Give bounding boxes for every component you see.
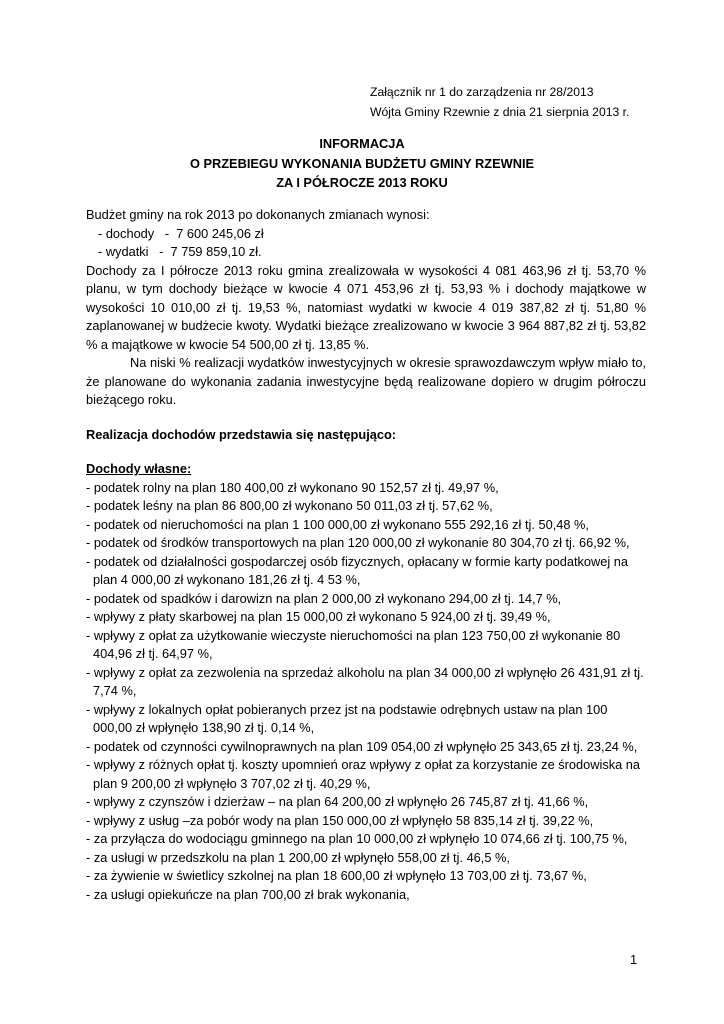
document-body bbox=[86, 206, 646, 904]
budget-income: - dochody - 7 600 245,06 zł bbox=[98, 225, 264, 241]
section-heading: Realizacja dochodów przedstawia się następująco: bbox=[86, 426, 397, 442]
page-number: 1 bbox=[630, 952, 638, 967]
income-item: - za przyłącza do wodociągu gminnego na plan 10 000,00 zł wpłynęło 10 074,66 zł tj. 100,75 %, bbox=[86, 831, 628, 846]
own-income-list bbox=[86, 479, 646, 905]
title-line-1: INFORMACJA bbox=[319, 136, 405, 151]
income-item: - za usługi opiekuńcze na plan 700,00 zł brak wykonania, bbox=[86, 886, 410, 902]
income-item: - wpływy z płaty skarbowej na plan 15 000,00 zł wykonano 5 924,00 zł tj. 39,49 %, bbox=[86, 609, 551, 624]
annex-line-1: Załącznik nr 1 do zarządzenia nr 28/2013 bbox=[370, 85, 594, 99]
annex-note bbox=[370, 82, 629, 122]
income-item: - podatek od czynności cywilnoprawnych na plan 109 054,00 zł wpłynęło 25 343,65 zł tj. 23,24 %, bbox=[86, 738, 638, 754]
income-item: - podatek od działalności gospodarczej osób fizycznych, opłacany w formie karty podatkowej na plan 4 000,00 zł wykonano 181,26 zł tj. 4 53 %, bbox=[86, 553, 629, 587]
income-item: - wpływy z opłat za zezwolenia na sprzedaż alkoholu na plan 34 000,00 zł wpłynęło 26 431,91 zł tj. 7,74 %, bbox=[86, 664, 644, 698]
income-item: - podatek od środków transportowych na plan 120 000,00 zł wykonanie 80 304,70 zł tj. 66,92 %, bbox=[86, 535, 630, 550]
investment-paragraph: Na niski % realizacji wydatków inwestycyjnych w okresie sprawozdawczym wpływ miało to, że planowane do wykonania zadania inwestycyjne będą realizowane dopiero w drugim półroczu bieżącego roku. bbox=[86, 355, 646, 407]
income-item: - za żywienie w świetlicy szkolnej na plan 18 600,00 zł wpłynęło 13 703,00 zł tj. 73,67 %, bbox=[86, 868, 587, 883]
title-line-2: O PRZEBIEGU WYKONANIA BUDŻETU GMINY RZEWNIE bbox=[189, 155, 535, 171]
income-item: - podatek od spadków i darowizn na plan 2 000,00 zł wykonano 294,00 zł tj. 14,7 %, bbox=[86, 590, 562, 606]
budget-intro: Budżet gminy na rok 2013 po dokonanych zmianach wynosi: bbox=[86, 207, 430, 222]
execution-paragraph: Dochody za I półrocze 2013 roku gmina zrealizowała w wysokości 4 081 463,96 zł tj. 53,70 % planu, w tym dochody bieżące w kwocie 4 071 453,96 zł tj. 53,93 % i dochody majątkowe w wysokości 10 010,00 zł tj. 19,53 %, natomiast wydatki w kwocie 4 019 387,82 zł tj. 51,80 % zaplanowanej w budżecie kwoty. Wydatki bieżące zrealizowano w kwocie 3 964 887,82 zł tj. 53,82 % a majątkowe w kwocie 54 500,00 zł tj. 13,85 %. bbox=[86, 262, 646, 352]
budget-expenses: - wydatki - 7 759 859,10 zł. bbox=[98, 244, 262, 259]
own-income-heading: Dochody własne: bbox=[86, 461, 192, 476]
income-item: - podatek rolny na plan 180 400,00 zł wykonano 90 152,57 zł tj. 49,97 %, bbox=[86, 479, 499, 495]
annex-line-2: Wójta Gminy Rzewnie z dnia 21 sierpnia 2013 r. bbox=[370, 105, 630, 119]
income-item: - wpływy z lokalnych opłat pobieranych przez jst na podstawie odrębnych ustaw na plan 100 000,00 zł wpłynęło 138,90 zł tj. 0,14 %, bbox=[86, 701, 608, 735]
title-line-3: ZA I PÓŁROCZE 2013 ROKU bbox=[276, 175, 448, 190]
income-item: - wpływy z czynszów i dzierżaw – na plan 64 200,00 zł wpłynęło 26 745,87 zł tj. 41,66 %, bbox=[86, 794, 589, 809]
income-item: - wpływy z różnych opłat tj. koszty upomnień oraz wpływy z opłat za korzystanie ze środowiska na plan 9 200,00 zł wpłynęło 3 707,02 zł tj. 40,29 %, bbox=[86, 757, 641, 791]
document-title bbox=[0, 134, 724, 193]
income-item: - podatek od nieruchomości na plan 1 100 000,00 zł wykonano 555 292,16 zł tj. 50,48 %, bbox=[86, 516, 589, 532]
income-item: - wpływy z opłat za użytkowanie wieczyste nieruchomości na plan 123 750,00 zł wykonanie 80 404,96 zł tj. 64,97 %, bbox=[86, 627, 621, 661]
income-item: - podatek leśny na plan 86 800,00 zł wykonano 50 011,03 zł tj. 57,62 %, bbox=[86, 498, 493, 513]
income-item: - za usługi w przedszkolu na plan 1 200,00 zł wpłynęło 558,00 zł tj. 46,5 %, bbox=[86, 849, 510, 865]
income-item: - wpływy z usług –za pobór wody na plan 150 000,00 zł wpłynęło 58 835,14 zł tj. 39,22 %, bbox=[86, 812, 594, 828]
